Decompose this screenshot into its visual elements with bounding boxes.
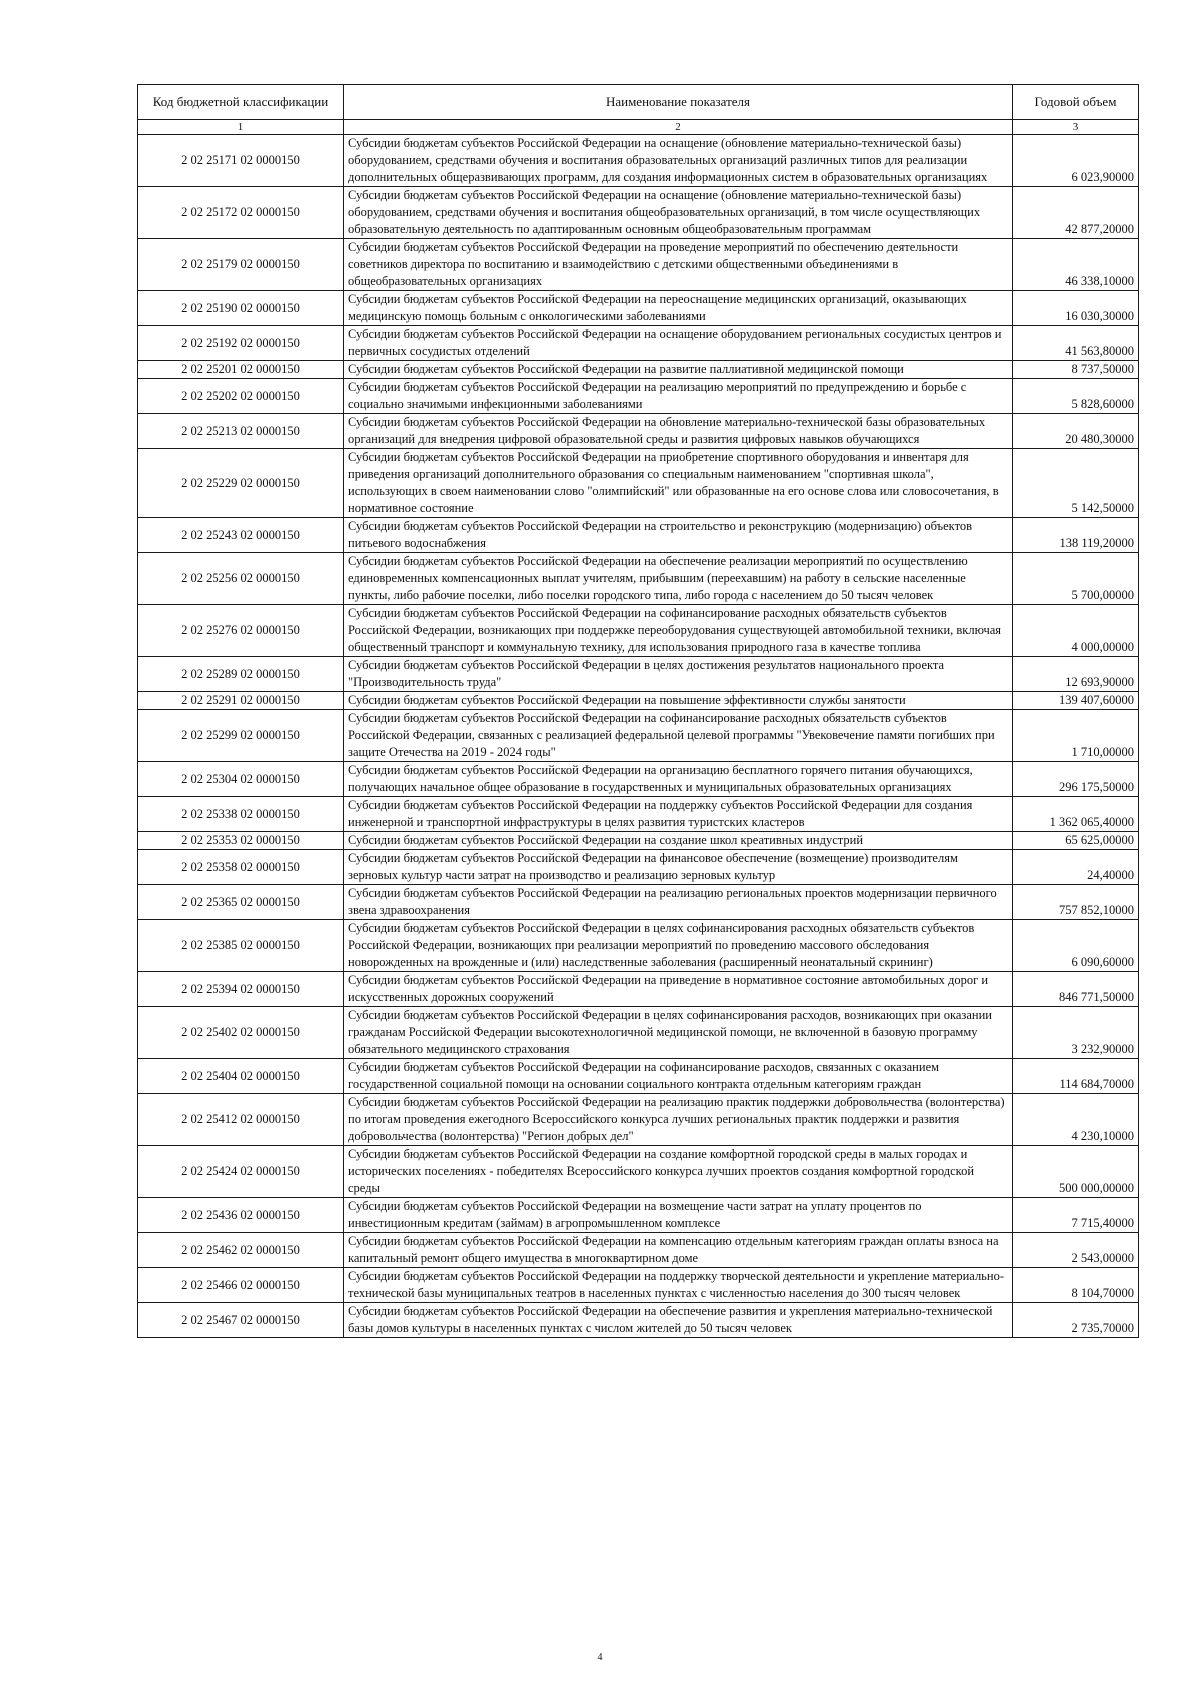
cell-value: 5 142,50000 xyxy=(1013,449,1139,518)
cell-code: 2 02 25462 02 0000150 xyxy=(138,1233,344,1268)
cell-name: Субсидии бюджетам субъектов Российской Федерации на компенсацию отдельным категориям граждан оплаты взноса на капитальный ремонт общего имущества в многоквартирном доме xyxy=(344,1233,1013,1268)
header-row xyxy=(138,85,1139,120)
table-row xyxy=(138,326,1139,361)
cell-value: 8 737,50000 xyxy=(1013,361,1139,379)
table-row xyxy=(138,379,1139,414)
cell-value: 65 625,00000 xyxy=(1013,832,1139,850)
cell-name: Субсидии бюджетам субъектов Российской Федерации на поддержку субъектов Российской Федерации для создания инженерной и транспортной инфраструктуры в целях развития туристских кластеров xyxy=(344,797,1013,832)
cell-name: Субсидии бюджетам субъектов Российской Федерации на переоснащение медицинских организаций, оказывающих медицинскую помощь больным с онкологическими заболеваниями xyxy=(344,291,1013,326)
table-row xyxy=(138,797,1139,832)
cell-value: 6 023,90000 xyxy=(1013,135,1139,187)
cell-name: Субсидии бюджетам субъектов Российской Федерации на обеспечение реализации мероприятий по осуществлению единовременных компенсационных выплат учителям, прибывшим (переехавшим) на работу в сельские населенные пункты, либо рабочие поселки, либо поселки городского типа, либо города с населением до 50 тысяч человек xyxy=(344,553,1013,605)
cell-code: 2 02 25171 02 0000150 xyxy=(138,135,344,187)
cell-value: 24,40000 xyxy=(1013,850,1139,885)
cell-value: 8 104,70000 xyxy=(1013,1268,1139,1303)
cell-code: 2 02 25402 02 0000150 xyxy=(138,1007,344,1059)
column-number-row xyxy=(138,120,1139,135)
cell-name: Субсидии бюджетам субъектов Российской Федерации на реализацию региональных проектов модернизации первичного звена здравоохранения xyxy=(344,885,1013,920)
cell-code: 2 02 25192 02 0000150 xyxy=(138,326,344,361)
cell-value: 296 175,50000 xyxy=(1013,762,1139,797)
column-header-code: Код бюджетной классификации xyxy=(138,85,344,120)
cell-value: 42 877,20000 xyxy=(1013,187,1139,239)
cell-code: 2 02 25213 02 0000150 xyxy=(138,414,344,449)
cell-name: Субсидии бюджетам субъектов Российской Федерации на проведение мероприятий по обеспечению деятельности советников директора по воспитанию и взаимодействию с детскими общественными объединениями в общеобразовательных организациях xyxy=(344,239,1013,291)
cell-name: Субсидии бюджетам субъектов Российской Федерации на развитие паллиативной медицинской помощи xyxy=(344,361,1013,379)
column-header-value: Годовой объем xyxy=(1013,85,1139,120)
table-row xyxy=(138,1268,1139,1303)
cell-name: Субсидии бюджетам субъектов Российской Федерации на создание школ креативных индустрий xyxy=(344,832,1013,850)
cell-value: 12 693,90000 xyxy=(1013,657,1139,692)
table-row xyxy=(138,187,1139,239)
cell-code: 2 02 25172 02 0000150 xyxy=(138,187,344,239)
table-row xyxy=(138,605,1139,657)
cell-code: 2 02 25412 02 0000150 xyxy=(138,1094,344,1146)
cell-name: Субсидии бюджетам субъектов Российской Федерации на оснащение оборудованием региональных сосудистых центров и первичных сосудистых отделений xyxy=(344,326,1013,361)
cell-name: Субсидии бюджетам субъектов Российской Федерации на оснащение (обновление материально-технической базы) оборудованием, средствами обучения и воспитания образовательных организаций различных типов для реализации дополнительных общеразвивающих программ, для создания информационных систем в образовательных организациях xyxy=(344,135,1013,187)
cell-code: 2 02 25299 02 0000150 xyxy=(138,710,344,762)
cell-value: 139 407,60000 xyxy=(1013,692,1139,710)
cell-name: Субсидии бюджетам субъектов Российской Федерации в целях софинансирования расходов, возникающих при оказании гражданам Российской Федерации высокотехнологичной медицинской помощи, не включенной в базовую программу обязательного медицинского страхования xyxy=(344,1007,1013,1059)
table-row xyxy=(138,1233,1139,1268)
cell-value: 16 030,30000 xyxy=(1013,291,1139,326)
cell-code: 2 02 25353 02 0000150 xyxy=(138,832,344,850)
cell-value: 2 543,00000 xyxy=(1013,1233,1139,1268)
cell-name: Субсидии бюджетам субъектов Российской Федерации на софинансирование расходов, связанных с оказанием государственной социальной помощи на основании социального контракта отдельным категориям граждан xyxy=(344,1059,1013,1094)
cell-code: 2 02 25385 02 0000150 xyxy=(138,920,344,972)
table-row xyxy=(138,1303,1139,1338)
budget-table xyxy=(137,84,1139,1338)
cell-value: 2 735,70000 xyxy=(1013,1303,1139,1338)
cell-code: 2 02 25243 02 0000150 xyxy=(138,518,344,553)
table-row xyxy=(138,553,1139,605)
cell-name: Субсидии бюджетам субъектов Российской Федерации на возмещение части затрат на уплату процентов по инвестиционным кредитам (займам) в агропромышленном комплексе xyxy=(344,1198,1013,1233)
cell-name: Субсидии бюджетам субъектов Российской Федерации на софинансирование расходных обязательств субъектов Российской Федерации, возникающих при поддержке переоборудования существующей автомобильной техники, включая общественный транспорт и коммунальную технику, для использования природного газа в качестве топлива xyxy=(344,605,1013,657)
cell-value: 114 684,70000 xyxy=(1013,1059,1139,1094)
cell-code: 2 02 25291 02 0000150 xyxy=(138,692,344,710)
cell-value: 757 852,10000 xyxy=(1013,885,1139,920)
cell-name: Субсидии бюджетам субъектов Российской Федерации на софинансирование расходных обязательств субъектов Российской Федерации, связанных с реализацией федеральной целевой программы "Увековечение памяти погибших при защите Отечества на 2019 - 2024 годы" xyxy=(344,710,1013,762)
cell-name: Субсидии бюджетам субъектов Российской Федерации на обновление материально-технической базы образовательных организаций для внедрения цифровой образовательной среды и развития цифровых навыков обучающихся xyxy=(344,414,1013,449)
table-row xyxy=(138,1198,1139,1233)
cell-value: 7 715,40000 xyxy=(1013,1198,1139,1233)
table-row xyxy=(138,291,1139,326)
column-number-3: 3 xyxy=(1013,120,1139,135)
cell-code: 2 02 25304 02 0000150 xyxy=(138,762,344,797)
table-row xyxy=(138,657,1139,692)
table-row xyxy=(138,832,1139,850)
cell-code: 2 02 25365 02 0000150 xyxy=(138,885,344,920)
table-row xyxy=(138,1059,1139,1094)
cell-name: Субсидии бюджетам субъектов Российской Федерации на поддержку творческой деятельности и укрепление материально-технической базы муниципальных театров в населенных пунктах с численностью населения до 300 тысяч человек xyxy=(344,1268,1013,1303)
table-row xyxy=(138,885,1139,920)
cell-value: 1 710,00000 xyxy=(1013,710,1139,762)
cell-code: 2 02 25404 02 0000150 xyxy=(138,1059,344,1094)
budget-table-sheet xyxy=(137,84,1138,1338)
cell-code: 2 02 25202 02 0000150 xyxy=(138,379,344,414)
table-row xyxy=(138,692,1139,710)
table-row xyxy=(138,1146,1139,1198)
table-row xyxy=(138,518,1139,553)
cell-code: 2 02 25338 02 0000150 xyxy=(138,797,344,832)
table-row xyxy=(138,762,1139,797)
cell-value: 6 090,60000 xyxy=(1013,920,1139,972)
cell-value: 1 362 065,40000 xyxy=(1013,797,1139,832)
cell-code: 2 02 25467 02 0000150 xyxy=(138,1303,344,1338)
cell-value: 846 771,50000 xyxy=(1013,972,1139,1007)
cell-name: Субсидии бюджетам субъектов Российской Федерации на финансовое обеспечение (возмещение) производителям зерновых культур части затрат на производство и реализацию зерновых культур xyxy=(344,850,1013,885)
cell-name: Субсидии бюджетам субъектов Российской Федерации в целях достижения результатов национального проекта "Производительность труда" xyxy=(344,657,1013,692)
table-row xyxy=(138,361,1139,379)
cell-value: 3 232,90000 xyxy=(1013,1007,1139,1059)
cell-code: 2 02 25256 02 0000150 xyxy=(138,553,344,605)
cell-code: 2 02 25394 02 0000150 xyxy=(138,972,344,1007)
cell-name: Субсидии бюджетам субъектов Российской Федерации на приобретение спортивного оборудования и инвентаря для приведения организаций дополнительного образования со специальным наименованием "спортивная школа", использующих в своем наименовании слово "олимпийский" или образованные на его основе слова или словосочетания, в нормативное состояние xyxy=(344,449,1013,518)
table-row xyxy=(138,414,1139,449)
page-number: 4 xyxy=(597,1652,603,1663)
cell-code: 2 02 25289 02 0000150 xyxy=(138,657,344,692)
table-row xyxy=(138,710,1139,762)
table-row xyxy=(138,1094,1139,1146)
cell-name: Субсидии бюджетам субъектов Российской Федерации на организацию бесплатного горячего питания обучающихся, получающих начальное общее образование в государственных и муниципальных образовательных организациях xyxy=(344,762,1013,797)
cell-name: Субсидии бюджетам субъектов Российской Федерации на реализацию практик поддержки добровольчества (волонтерства) по итогам проведения ежегодного Всероссийского конкурса лучших региональных практик поддержки и развития добровольчества (волонтерства) "Регион добрых дел" xyxy=(344,1094,1013,1146)
cell-code: 2 02 25229 02 0000150 xyxy=(138,449,344,518)
cell-value: 41 563,80000 xyxy=(1013,326,1139,361)
cell-name: Субсидии бюджетам субъектов Российской Федерации на повышение эффективности службы занятости xyxy=(344,692,1013,710)
table-row xyxy=(138,972,1139,1007)
column-number-2: 2 xyxy=(344,120,1013,135)
table-row xyxy=(138,239,1139,291)
table-row xyxy=(138,449,1139,518)
cell-value: 4 230,10000 xyxy=(1013,1094,1139,1146)
cell-name: Субсидии бюджетам субъектов Российской Федерации на обеспечение развития и укрепления материально-технической базы домов культуры в населенных пунктах с числом жителей до 50 тысяч человек xyxy=(344,1303,1013,1338)
cell-value: 500 000,00000 xyxy=(1013,1146,1139,1198)
column-header-name: Наименование показателя xyxy=(344,85,1013,120)
table-row xyxy=(138,850,1139,885)
cell-value: 5 828,60000 xyxy=(1013,379,1139,414)
cell-code: 2 02 25179 02 0000150 xyxy=(138,239,344,291)
cell-value: 46 338,10000 xyxy=(1013,239,1139,291)
cell-name: Субсидии бюджетам субъектов Российской Федерации на строительство и реконструкцию (модернизацию) объектов питьевого водоснабжения xyxy=(344,518,1013,553)
cell-name: Субсидии бюджетам субъектов Российской Федерации на создание комфортной городской среды в малых городах и исторических поселениях - победителях Всероссийского конкурса лучших проектов создания комфортной городской среды xyxy=(344,1146,1013,1198)
cell-name: Субсидии бюджетам субъектов Российской Федерации на оснащение (обновление материально-технической базы) оборудованием, средствами обучения и воспитания общеобразовательных организаций, в том числе осуществляющих образовательную деятельность по адаптированным основным общеобразовательным программам xyxy=(344,187,1013,239)
cell-value: 20 480,30000 xyxy=(1013,414,1139,449)
cell-value: 138 119,20000 xyxy=(1013,518,1139,553)
cell-name: Субсидии бюджетам субъектов Российской Федерации в целях софинансирования расходных обязательств субъектов Российской Федерации, возникающих при реализации мероприятий по проведению массового обследования новорожденных на врожденные и (или) наследственные заболевания (расширенный неонатальный скрининг) xyxy=(344,920,1013,972)
cell-code: 2 02 25276 02 0000150 xyxy=(138,605,344,657)
table-body xyxy=(138,135,1139,1338)
cell-name: Субсидии бюджетам субъектов Российской Федерации на реализацию мероприятий по предупреждению и борьбе с социально значимыми инфекционными заболеваниями xyxy=(344,379,1013,414)
cell-code: 2 02 25358 02 0000150 xyxy=(138,850,344,885)
cell-code: 2 02 25436 02 0000150 xyxy=(138,1198,344,1233)
cell-code: 2 02 25190 02 0000150 xyxy=(138,291,344,326)
cell-value: 5 700,00000 xyxy=(1013,553,1139,605)
table-row xyxy=(138,135,1139,187)
cell-code: 2 02 25424 02 0000150 xyxy=(138,1146,344,1198)
table-row xyxy=(138,1007,1139,1059)
table-row xyxy=(138,920,1139,972)
cell-code: 2 02 25466 02 0000150 xyxy=(138,1268,344,1303)
cell-value: 4 000,00000 xyxy=(1013,605,1139,657)
cell-code: 2 02 25201 02 0000150 xyxy=(138,361,344,379)
column-number-1: 1 xyxy=(138,120,344,135)
cell-name: Субсидии бюджетам субъектов Российской Федерации на приведение в нормативное состояние автомобильных дорог и искусственных дорожных сооружений xyxy=(344,972,1013,1007)
